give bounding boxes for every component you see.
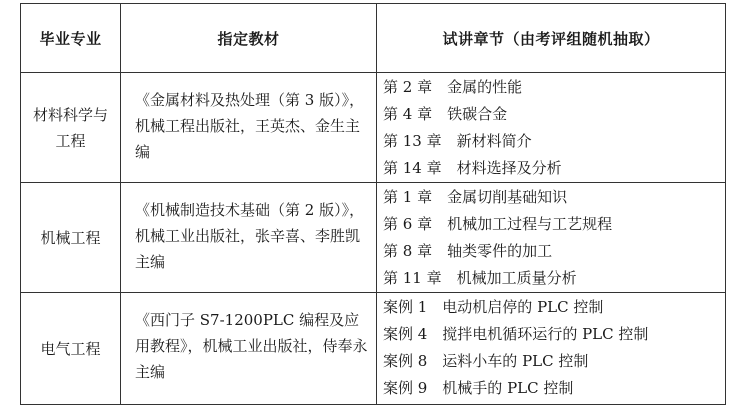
chapter-item: 第 2 章 金属的性能 [383,78,523,96]
textbook-cell: 《西门子 S7-1200PLC 编程及应用教程》，机械工业出版社，侍奉永主编 [121,293,377,405]
major-cell: 机械工程 [21,183,121,293]
header-chapters: 试讲章节（由考评组随机抽取） [377,4,726,73]
textbook-cell: 《金属材料及热处理（第 3 版）》，机械工程出版社，王英杰、金生主编 [121,73,377,183]
chapter-item: 第 11 章 机械加工质量分析 [383,269,577,287]
major-cell: 材料科学与工程 [21,73,121,183]
chapter-item: 第 8 章 轴类零件的加工 [383,242,553,260]
chapter-item: 案例 1 电动机启停的 PLC 控制 [383,298,604,316]
chapter-item: 第 1 章 金属切削基础知识 [383,188,568,206]
chapter-item: 第 6 章 机械加工过程与工艺规程 [383,215,613,233]
chapter-item: 第 14 章 材料选择及分析 [383,159,562,177]
chapter-item: 案例 4 搅拌电机循环运行的 PLC 控制 [383,325,649,343]
chapter-item: 案例 9 机械手的 PLC 控制 [383,379,574,397]
header-major: 毕业专业 [21,4,121,73]
major-cell: 电气工程 [21,293,121,405]
table-row [21,183,726,293]
chapter-item: 第 4 章 铁碳合金 [383,105,508,123]
chapters-cell [377,183,726,293]
chapters-cell [377,293,726,405]
chapters-cell [377,73,726,183]
table-row [21,73,726,183]
table-row [21,293,726,405]
header-textbook: 指定教材 [121,4,377,73]
chapter-item: 案例 8 运料小车的 PLC 控制 [383,352,589,370]
header-row [21,4,726,73]
chapter-item: 第 13 章 新材料简介 [383,132,532,150]
exam-table [20,3,726,405]
textbook-cell: 《机械制造技术基础（第 2 版）》，机械工业出版社，张辛喜、李胜凯主编 [121,183,377,293]
